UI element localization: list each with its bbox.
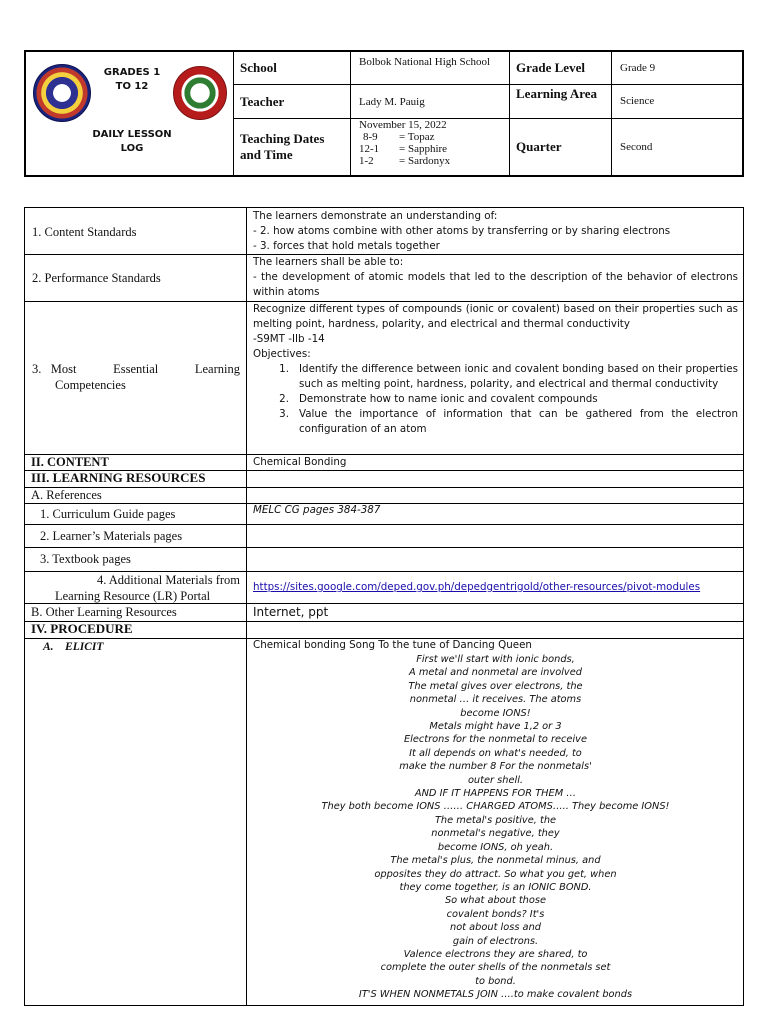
lesson-table xyxy=(24,207,744,1006)
melc-label-word: Essential xyxy=(113,362,159,376)
curriculum-guide-value: MELC CG pages 384-387 xyxy=(253,504,381,516)
teaching-date: November 15, 2022 xyxy=(359,119,447,131)
song-line: The metal's positive, the xyxy=(434,814,557,826)
teaching-dates-value xyxy=(359,119,507,167)
objective-item: 2. Demonstrate how to name ionic and covalent compounds xyxy=(253,392,738,407)
school-value: Bolbok National High School xyxy=(359,56,491,68)
song-line: The metal gives over electrons, the xyxy=(408,680,583,692)
song-line: become IONS! xyxy=(460,707,531,719)
teacher-value: Lady M. Pauig xyxy=(359,96,425,108)
grades-line-2: TO 12 xyxy=(115,81,149,92)
performance-standards-line: - the development of atomic models that led to the description of the behavior of electrons within atoms xyxy=(253,271,738,298)
content-standards-label: 1. Content Standards xyxy=(32,225,137,239)
daily-lesson-log-label xyxy=(92,128,172,156)
log-line-1: DAILY LESSON xyxy=(92,129,172,140)
song-line: AND IF IT HAPPENS FOR THEM … xyxy=(414,788,577,800)
objective-text: Identify the difference between ionic and covalent bonding based on their properties such as melting point, hardness, polarity, and electrical and thermal conductivity xyxy=(299,363,738,390)
teaching-dates-label: Teaching Dates and Time xyxy=(240,131,325,162)
lr-portal-label xyxy=(25,572,246,604)
quarter-value: Second xyxy=(620,141,653,153)
other-resources-label: B. Other Learning Resources xyxy=(31,605,177,619)
schedule-section: = Sardonyx xyxy=(399,155,451,167)
melc-label-line2: Competencies xyxy=(55,378,126,392)
content-standards-line: The learners demonstrate an understanding of: xyxy=(253,210,498,222)
song-line: First we'll start with ionic bonds, xyxy=(416,654,575,665)
performance-standards-label: 2. Performance Standards xyxy=(32,271,161,285)
song-line: not about loss and xyxy=(449,922,541,934)
song-line: they come together, is an IONIC BOND. xyxy=(399,881,592,893)
song-line: gain of electrons. xyxy=(452,935,539,947)
song-line: They both become IONS …… CHARGED ATOMS….. They become IONS! xyxy=(321,801,670,813)
quarter-label: Quarter xyxy=(516,139,562,154)
song-line: So what about those xyxy=(444,895,547,907)
textbook-pages-label: 3. Textbook pages xyxy=(40,552,131,566)
melc-label-number: 3. xyxy=(32,362,42,376)
song-line: become IONS, oh yeah. xyxy=(437,841,554,853)
school-seal-logo xyxy=(173,66,227,120)
schedule-row xyxy=(359,143,507,155)
schedule-section: = Sapphire xyxy=(399,143,448,155)
schedule-time: 8-9 xyxy=(363,131,378,143)
objective-item: 3. Value the importance of information that can be gathered from the electron configuration of an atom xyxy=(279,408,738,435)
song-line: opposites they do attract. So what you get, when xyxy=(374,868,617,880)
grades-line-1: GRADES 1 xyxy=(103,67,161,78)
performance-standards-line: The learners shall be able to: xyxy=(253,256,404,268)
performance-standards-text xyxy=(247,255,744,300)
melc-label-word: Most xyxy=(50,362,77,376)
other-resources-value: Internet, ppt xyxy=(253,605,329,619)
song-lyrics xyxy=(247,653,744,1002)
lr-portal-label-line1: 4. Additional Materials from xyxy=(96,573,240,587)
objective-item: 1. Identify the difference between ionic and covalent bonding based on their properties such as melting point, hardness, polarity, and electrical and thermal conductivity xyxy=(279,363,738,390)
deped-seal-logo xyxy=(33,64,91,122)
elicit-letter: A. xyxy=(43,641,54,653)
references-label: A. References xyxy=(31,488,102,502)
song-line: It all depends on what's needed, to xyxy=(409,747,582,759)
song-line: make the number 8 For the nonmetals' xyxy=(399,761,592,773)
schedule-time: 12-1 xyxy=(359,143,380,155)
schedule-row xyxy=(359,131,507,143)
objective-text: Value the importance of information that can be gathered from the electron configuration of an atom xyxy=(299,408,738,435)
song-title: Chemical bonding Song To the tune of Dancing Queen xyxy=(253,639,532,651)
song-line: Valence electrons they are shared, to xyxy=(403,948,588,960)
learning-resources-label: III. LEARNING RESOURCES xyxy=(31,470,206,485)
lr-portal-label-line2: Learning Resource (LR) Portal xyxy=(55,589,211,603)
song-line: A metal and nonmetal are involved xyxy=(409,667,582,679)
melc-intro: Recognize different types of compounds (ionic or covalent) based on their properties such as melting point, hardness, polarity, and electrical and thermal conductivity xyxy=(253,303,738,330)
content-standards-line: - 2. how atoms combine with other atoms by transferring or by sharing electrons xyxy=(253,225,671,237)
content-value: Chemical Bonding xyxy=(253,456,347,468)
schedule-section: = Topaz xyxy=(399,131,435,143)
melc-code: -S9MT -IIb -14 xyxy=(253,333,325,345)
song-line: nonmetal … it receives. The atoms xyxy=(409,694,582,706)
lr-portal-value xyxy=(247,580,744,595)
elicit-content xyxy=(247,638,744,1002)
school-label: School xyxy=(240,60,277,75)
song-line: covalent bonds? It's xyxy=(446,908,545,920)
content-label: II. CONTENT xyxy=(31,455,109,469)
elicit-text: ELICIT xyxy=(65,641,104,653)
learners-materials-label: 2. Learner’s Materials pages xyxy=(40,529,183,543)
song-line: Metals might have 1,2 or 3 xyxy=(429,721,562,733)
log-line-2: LOG xyxy=(120,143,144,154)
song-line: complete the outer shells of the nonmetals set xyxy=(380,962,611,974)
grade-level-label: Grade Level xyxy=(516,60,585,75)
grades-label xyxy=(92,66,172,94)
schedule-row xyxy=(359,155,507,167)
song-line: IT'S WHEN NONMETALS JOIN ….to make covalent bonds xyxy=(358,989,633,1001)
song-line: Electrons for the nonmetal to receive xyxy=(403,734,588,746)
grade-level-value: Grade 9 xyxy=(620,62,656,74)
song-line: to bond. xyxy=(475,975,516,987)
curriculum-guide-label: 1. Curriculum Guide pages xyxy=(40,507,176,521)
learning-area-label: Learning Area xyxy=(516,86,598,101)
melc-text xyxy=(247,302,744,437)
content-standards-line: - 3. forces that hold metals together xyxy=(253,240,440,252)
learning-area-value: Science xyxy=(620,95,655,107)
melc-label-word: Learning xyxy=(194,362,240,376)
song-line: nonmetal's negative, they xyxy=(431,828,560,840)
header-table xyxy=(24,50,744,177)
procedure-label: IV. PROCEDURE xyxy=(31,621,133,636)
song-line: outer shell. xyxy=(467,774,524,786)
content-standards-text xyxy=(247,209,744,254)
melc-label xyxy=(25,361,246,393)
lr-portal-link[interactable]: https://sites.google.com/deped.gov.ph/depedgentrigold/other-resources/pivot-modules xyxy=(253,581,701,593)
elicit-label xyxy=(25,639,246,655)
teacher-label: Teacher xyxy=(240,94,285,109)
objective-text: Demonstrate how to name ionic and covalent compounds xyxy=(299,393,598,405)
song-line: The metal's plus, the nonmetal minus, and xyxy=(390,855,601,867)
schedule-time: 1-2 xyxy=(359,155,374,167)
objectives-label: Objectives: xyxy=(253,348,311,360)
